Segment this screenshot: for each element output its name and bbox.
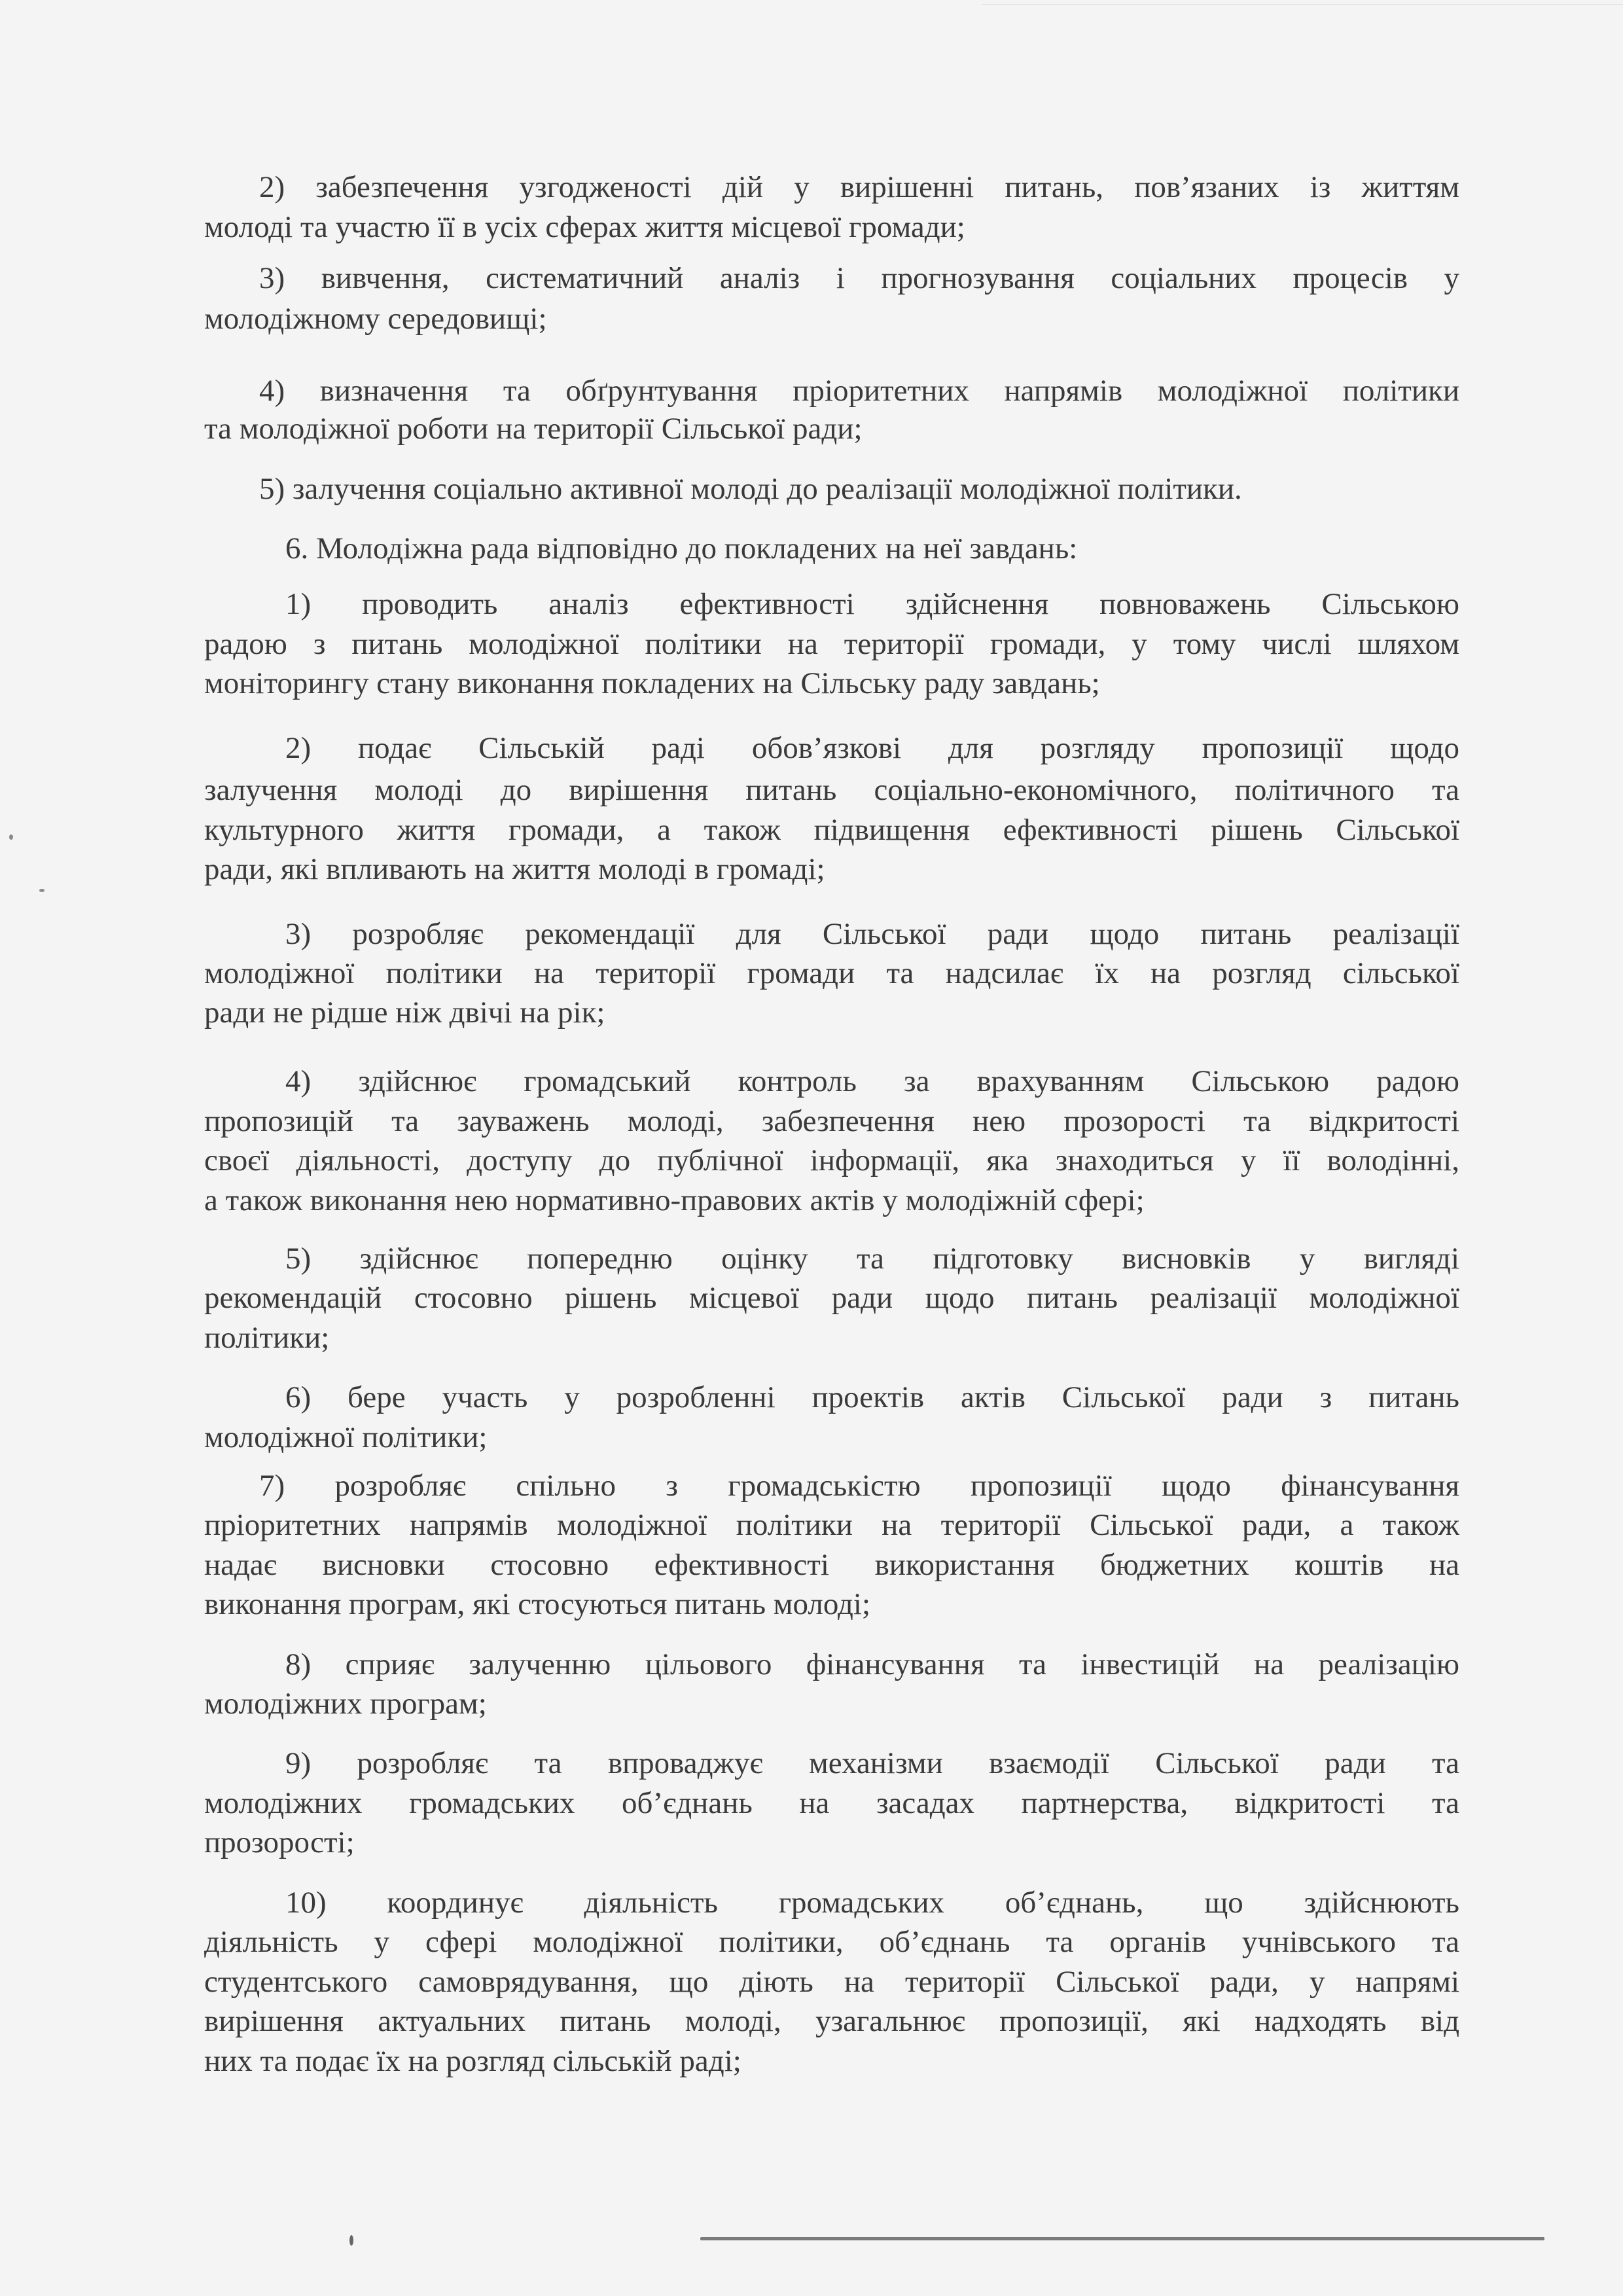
- text-line: 3) вивчення, систематичний аналіз і прогнозування соціальних процесів у: [259, 261, 1459, 295]
- text-line: молодіжної політики на території громади та надсилає їх на розгляд сільської: [204, 956, 1459, 990]
- text-line: рекомендацій стосовно рішень місцевої ради щодо питань реалізації молодіжної: [204, 1281, 1459, 1315]
- text-line: вирішення актуальних питань молоді, узагальнює пропозиції, які надходять від: [204, 2004, 1459, 2038]
- section-heading: 6. Молодіжна рада відповідно до покладених на неї завдань:: [285, 531, 1078, 565]
- text-line: культурного життя громади, а також підвищення ефективності рішень Сільської: [204, 813, 1459, 847]
- text-line: залучення молоді до вирішення питань соціально-економічного, політичного та: [204, 773, 1459, 807]
- text-line: 4) здійснює громадський контроль за врахуванням Сільською радою: [285, 1064, 1459, 1098]
- text-line: 8) сприяє залученню цільового фінансування та інвестицій на реалізацію: [285, 1647, 1459, 1681]
- text-line: пропозицій та зауважень молоді, забезпечення нею прозорості та відкритості: [204, 1104, 1459, 1138]
- footer-rule: [700, 2237, 1544, 2240]
- text-line: та молодіжної роботи на території Сільської ради;: [204, 412, 863, 446]
- text-line: 7) розробляє спільно з громадськістю пропозиції щодо фінансування: [259, 1469, 1459, 1503]
- text-line: 6) бере участь у розробленні проектів актів Сільської ради з питань: [285, 1380, 1459, 1414]
- text-line: політики;: [204, 1321, 330, 1355]
- text-line: виконання програм, які стосуються питань молоді;: [204, 1587, 871, 1621]
- text-line: молодіжних програм;: [204, 1687, 487, 1721]
- scan-speck: [9, 834, 13, 840]
- text-line: діяльність у сфері молодіжної політики, об’єднань та органів учнівського та: [204, 1925, 1459, 1959]
- text-line: а також виконання нею нормативно-правових актів у молодіжній сфері;: [204, 1183, 1145, 1217]
- scan-speck: [349, 2235, 353, 2246]
- text-line: молоді та участю її в усіх сферах життя місцевої громади;: [204, 210, 965, 244]
- text-line: молодіжних громадських об’єднань на засадах партнерства, відкритості та: [204, 1786, 1459, 1820]
- text-line: своєї діяльності, доступу до публічної інформації, яка знаходиться у її володінні,: [204, 1143, 1459, 1177]
- text-line: них та подає їх на розгляд сільській раді;: [204, 2044, 741, 2078]
- scan-edge-line: [982, 4, 1623, 5]
- text-line: 3) розробляє рекомендації для Сільської ради щодо питань реалізації: [285, 917, 1459, 951]
- text-line: 2) подає Сільській раді обов’язкові для розгляду пропозиції щодо: [285, 731, 1459, 765]
- text-line: 10) координує діяльність громадських об’єднань, що здійснюють: [285, 1886, 1459, 1920]
- text-line: 1) проводить аналіз ефективності здійснення повноважень Сільською: [285, 587, 1459, 621]
- text-line: 5) здійснює попередню оцінку та підготовку висновків у вигляді: [285, 1242, 1459, 1276]
- text-line: надає висновки стосовно ефективності використання бюджетних коштів на: [204, 1548, 1459, 1582]
- text-line: ради не рідше ніж двічі на рік;: [204, 996, 605, 1030]
- text-line: 5) залучення соціально активної молоді до реалізації молодіжної політики.: [259, 472, 1242, 506]
- text-line: 2) забезпечення узгодженості дій у вирішенні питань, пов’язаних із життям: [259, 170, 1459, 204]
- text-line: пріоритетних напрямів молодіжної політики на території Сільської ради, а також: [204, 1508, 1459, 1542]
- text-line: ради, які впливають на життя молоді в громаді;: [204, 852, 825, 886]
- text-line: прозорості;: [204, 1825, 355, 1859]
- text-line: студентського самоврядування, що діють на території Сільської ради, у напрямі: [204, 1965, 1459, 1999]
- scan-speck: [39, 889, 45, 892]
- text-line: 4) визначення та обґрунтування пріоритетних напрямів молодіжної політики: [259, 374, 1459, 408]
- text-line: молодіжному середовищі;: [204, 302, 547, 336]
- text-line: 9) розробляє та впроваджує механізми взаємодії Сільської ради та: [285, 1746, 1459, 1780]
- text-line: молодіжної політики;: [204, 1420, 488, 1454]
- text-line: радою з питань молодіжної політики на території громади, у тому числі шляхом: [204, 627, 1459, 661]
- text-line: моніторингу стану виконання покладених на Сільську раду завдань;: [204, 666, 1100, 700]
